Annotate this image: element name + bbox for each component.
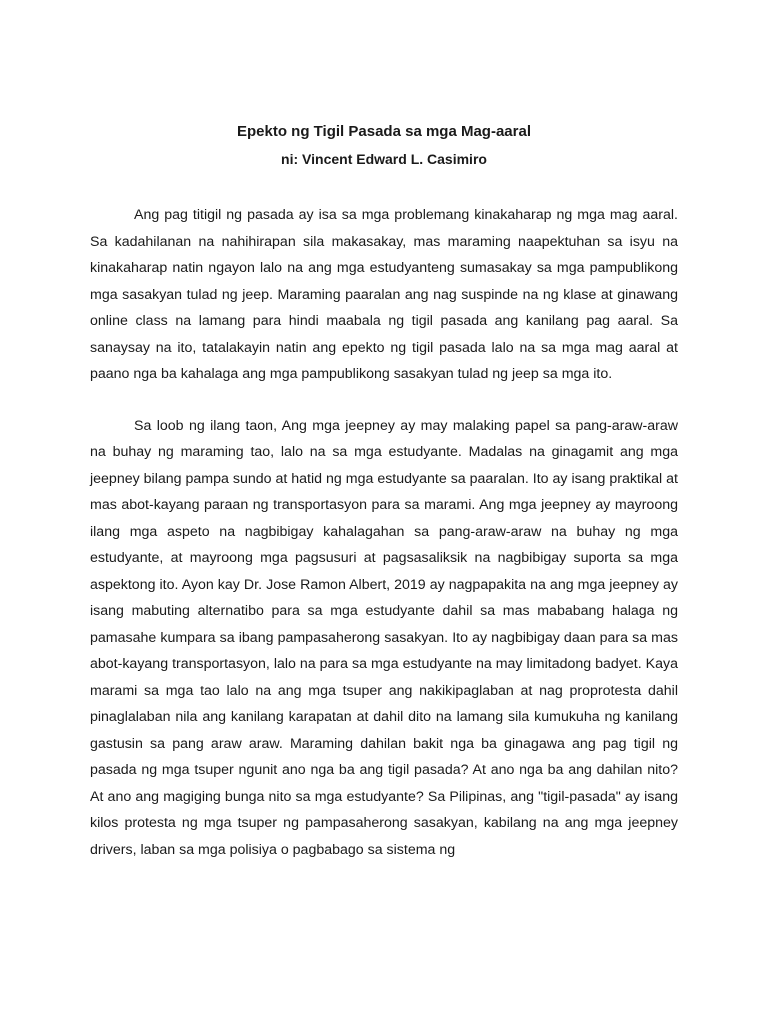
- paragraph: Sa loob ng ilang taon, Ang mga jeepney ay may malaking papel sa pang-araw-araw na buhay ng maraming tao, lalo na sa mga estudyante. Madalas na ginagamit ang mga jeepney bilang pampa sundo at hatid ng mga estudyante sa paaralan. Ito ay isang praktikal at mas abot-kayang paraan ng transportasyon para sa marami. Ang mga jeepney ay mayroong ilang mga aspeto na nagbibigay kahalagahan sa pang-araw-araw na buhay ng mga estudyante, at mayroong mga pagsusuri at pagsasaliksik na nagbibigay suporta sa mga aspektong ito. Ayon kay Dr. Jose Ramon Albert, 2019 ay nagpapakita na ang mga jeepney ay isang mabuting alternatibo para sa mga estudyante dahil sa mas mababang halaga ng pamasahe kumpara sa ibang pampasaherong sasakyan. Ito ay nagbibigay daan para sa mas abot-kayang transportasyon, lalo na para sa mga estudyante na may limitadong badyet. Kaya marami sa mga tao lalo na ang mga tsuper ang nakikipaglaban at nag proprotesta dahil pinaglalaban nila ang kanilang karapatan at dahil dito na lamang sila kumukuha ng kanilang gastusin sa pang araw araw. Maraming dahilan bakit nga ba ginagawa ang pag tigil ng pasada ng mga tsuper ngunit ano nga ba ang tigil pasada? At ano nga ba ang dahilan nito? At ano ang magiging bunga nito sa mga estudyante? Sa Pilipinas, ang "tigil-pasada" ay isang kilos protesta ng mga tsuper ng pampasaherong sasakyan, kabilang na ang mga jeepney drivers, laban sa mga polisiya o pagbabago sa sistema ng: [90, 417, 678, 858]
- document-title: Epekto ng Tigil Pasada sa mga Mag-aaral: [237, 123, 531, 140]
- document-author: ni: Vincent Edward L. Casimiro: [281, 151, 487, 167]
- document-body: [90, 202, 678, 863]
- paragraph: Ang pag titigil ng pasada ay isa sa mga problemang kinakaharap ng mga mag aaral. Sa kadahilanan na nahihirapan sila makasakay, mas maraming naapektuhan sa isyu na kinakaharap natin ngayon lalo na ang mga estudyanteng sumasakay sa mga pampublikong mga sasakyan tulad ng jeep. Maraming paaralan ang nag suspinde na ng klase at ginawang online class na lamang para hindi maabala ng tigil pasada ang kanilang pag aaral. Sa sanaysay na ito, tatalakayin natin ang epekto ng tigil pasada lalo na sa mga mag aaral at paano nga ba kahalaga ang mga pampublikong sasakyan tulad ng jeep sa mga ito.: [90, 207, 678, 382]
